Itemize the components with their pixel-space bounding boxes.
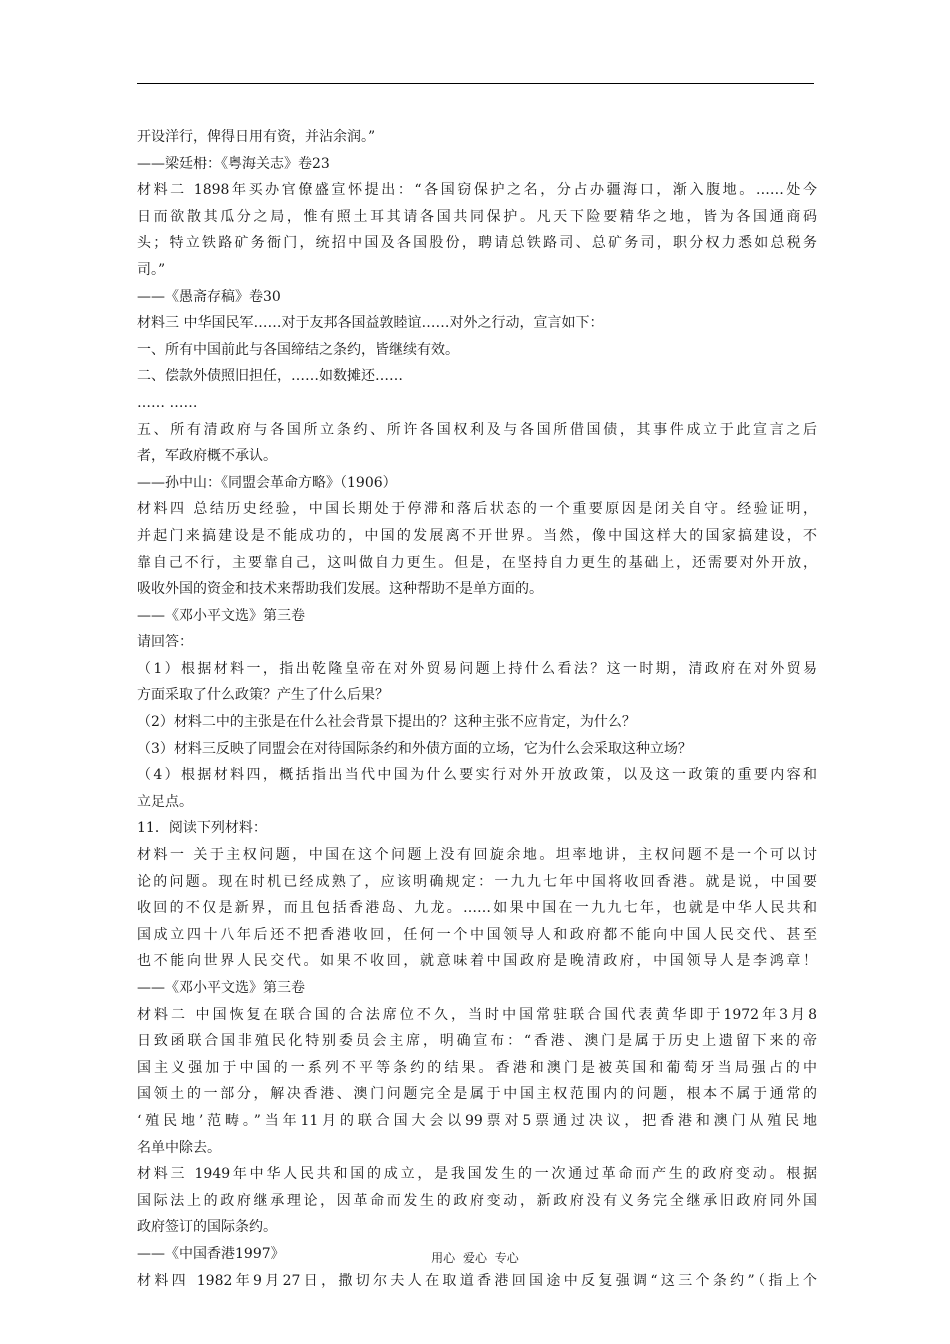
text-line: 材料四 1982年9月27日，撒切尔夫人在取道香港回国途中反复强调“这三个条约”（指上个 — [137, 1272, 817, 1289]
text-line: 也不能向世界人民交代。如果不收回，就意味着中国政府是晚清政府，中国领导人是李鸿章！ — [137, 953, 817, 970]
text-line: 国际法上的政府继承理论，因革命而发生的政府变动，新政府没有义务完全继承旧政府同外国 — [137, 1192, 817, 1209]
text-line: ——梁廷枏：《粤海关志》卷23 — [137, 155, 330, 172]
text-line: ——《邓小平文选》第三卷 — [137, 980, 305, 996]
text-line: 立足点。 — [137, 793, 193, 810]
text-line: 司。” — [137, 261, 166, 278]
text-line: 日而欲散其瓜分之局，惟有照土耳其请各国共同保护。凡天下险要精华之地，皆为各国通商码 — [137, 208, 817, 225]
text-line: 并起门来搞建设是不能成功的，中国的发展离不开世界。当然，像中国这样大的国家搞建设，不 — [137, 527, 817, 544]
text-line: 材料四 总结历史经验，中国长期处于停滞和落后状态的一个重要原因是闭关自守。经验证明， — [137, 501, 817, 518]
text-line: 开设洋行，俾得日用有资，并沾余润。” — [137, 129, 376, 145]
header-rule — [137, 83, 814, 84]
text-line: 一、所有中国前此与各国缔结之条约，皆继续有效。 — [137, 341, 459, 358]
text-line: 材料一 关于主权问题，中国在这个问题上没有回旋余地。坦率地讲，主权问题不是一个可以讨 — [137, 847, 817, 864]
text-line: 请回答： — [137, 634, 193, 651]
text-line: 材料三 1949年中华人民共和国的成立，是我国发生的一次通过革命而产生的政府变动。根据 — [137, 1166, 817, 1183]
page-footer: 用心 爱心 专心 — [431, 1251, 519, 1265]
text-line: 日致函联合国非殖民化特别委员会主席，明确宣布：“香港、澳门是属于历史上遗留下来的帝 — [137, 1033, 817, 1050]
text-line: 者，军政府概不承认。 — [137, 448, 277, 465]
text-line: 吸收外国的资金和技术来帮助我们发展。这种帮助不是单方面的。 — [137, 581, 543, 598]
text-line: 国领土的一部分，解决香港、澳门问题完全是属于中国主权范围内的问题，根本不属于通常的 — [137, 1086, 817, 1103]
text-line: 名单中除去。 — [137, 1139, 221, 1156]
text-line: 五、所有清政府与各国所立条约、所许各国权利及与各国所借国债，其事件成立于此宣言之后 — [137, 421, 817, 438]
text-line: ——《愚斋存稿》卷30 — [137, 288, 281, 305]
text-line: 论的问题。现在时机已经成熟了，应该明确规定：一九九七年中国将收回香港。就是说，中国要 — [137, 873, 817, 890]
document-body — [137, 124, 817, 1294]
text-line: 材料二 中国恢复在联合国的合法席位不久，当时中国常驻联合国代表黄华即于1972年3月8 — [137, 1006, 817, 1023]
text-line: （3）材料三反映了同盟会在对待国际条约和外债方面的立场，它为什么会采取这种立场？ — [137, 740, 692, 757]
text-line: （4）根据材料四，概括指出当代中国为什么要实行对外开放政策，以及这一政策的重要内容和 — [137, 767, 817, 784]
text-line: （1）根据材料一，指出乾隆皇帝在对外贸易问题上持什么看法？这一时期，清政府在对外贸易 — [137, 660, 817, 677]
text-line: 材料三 中华国民军……对于友邦各国益敦睦谊……对外之行动，宣言如下： — [137, 315, 604, 332]
text-line: 国成立四十八年后还不把香港收回，任何一个中国领导人和政府都不能向中国人民交代、甚至 — [137, 926, 817, 943]
text-line: 政府签订的国际条约。 — [137, 1219, 277, 1236]
text-line: 方面采取了什么政策？产生了什么后果？ — [137, 687, 389, 704]
text-line: ‘殖民地’范畴。”当年11月的联合国大会以99票对5票通过决议，把香港和澳门从殖民地 — [137, 1112, 817, 1129]
text-line: （2）材料二中的主张是在什么社会背景下提出的？这种主张不应肯定，为什么？ — [137, 714, 636, 731]
text-line: 材料二 1898年买办官僚盛宣怀提出：“各国窃保护之名，分占办疆海口，渐入腹地。……处今 — [137, 182, 817, 199]
text-line: ——《邓小平文选》第三卷 — [137, 607, 305, 624]
text-line: …… …… — [137, 394, 198, 411]
text-line: 二、偿款外债照旧担任，……如数摊还…… — [137, 368, 403, 385]
text-line: 靠自己不行，主要靠自己，这叫做自力更生。但是，在坚持自力更生的基础上，还需要对外开放， — [137, 554, 817, 571]
text-line: 头；特立铁路矿务衙门，统招中国及各国股份，聘请总铁路司、总矿务司，职分权力悉如总税务 — [137, 235, 817, 252]
text-line: ——孙中山：《同盟会革命方略》（1906） — [137, 474, 397, 491]
text-line: 11．阅读下列材料： — [137, 820, 267, 837]
text-line: ——《中国香港1997》 — [137, 1245, 285, 1262]
text-line: 收回的不仅是新界，而且包括香港岛、九龙。……如果中国在一九九七年，也就是中华人民共和 — [137, 900, 817, 917]
text-line: 国主义强加于中国的一系列不平等条约的结果。香港和澳门是被英国和葡萄牙当局强占的中 — [137, 1059, 817, 1076]
